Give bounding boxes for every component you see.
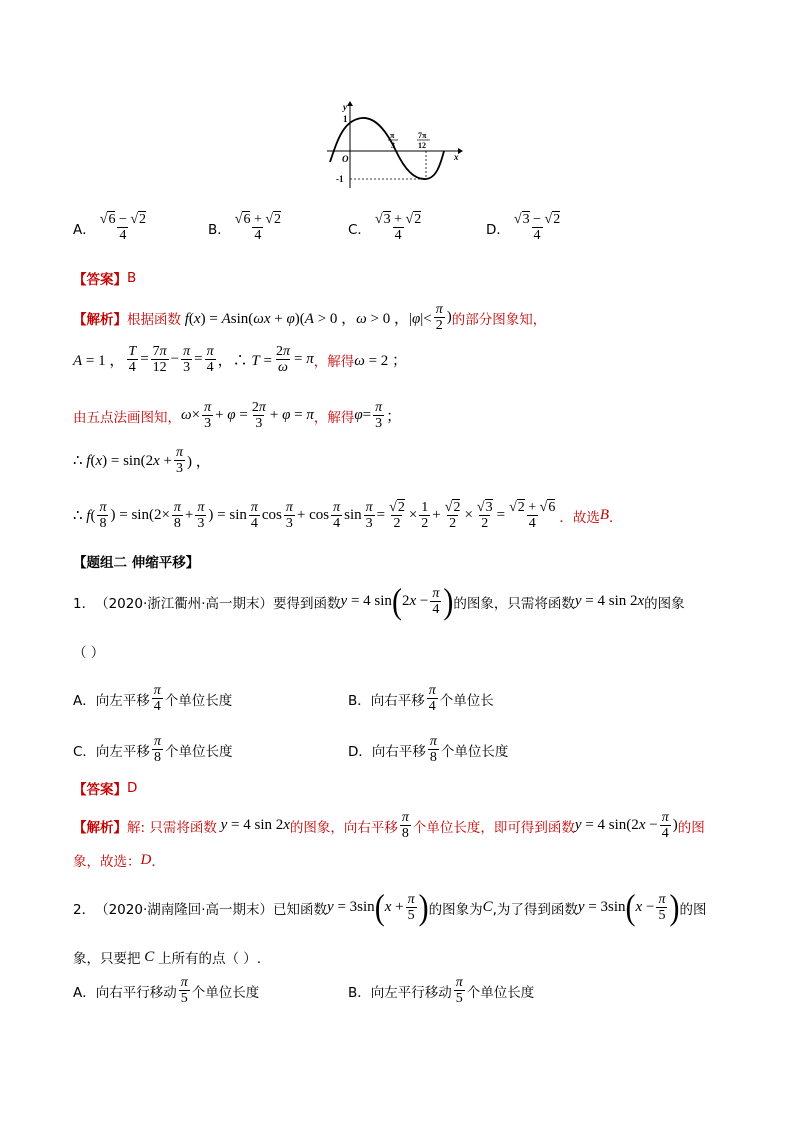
bottom-value: -1 <box>336 174 344 184</box>
q1-blank: （ ） <box>73 645 105 661</box>
option-d: D． $\frac{√3 - √2}{4}$ <box>486 212 561 243</box>
analysis-1-line-3: 由五点法画图知， ω× $\frac{\pi}{3}$ + φ = $\frac{2\pi}{3}$ + φ = π ，解得 φ= $\frac{\pi}{3}$ ； <box>73 400 402 431</box>
q1-option-d: D．向右平移 $\frac{\pi}{8}$ 个单位长度 <box>348 734 509 765</box>
answer-2: 【答案】 D <box>73 780 138 798</box>
q2-stem: 2． （2020·湖南隆回·高一期末） 已知函数 y = 3sin ( x + $\frac{\pi}{5}$ ) 的图象为 C ,为了得到函数 y = 3sin ( x − $\frac{\pi}{5}$ ) 的图 <box>73 887 707 927</box>
y-axis-arrow <box>347 101 353 106</box>
top-value: 1 <box>343 114 348 124</box>
analysis-2-line-1: 【解析】 解: 只需将函数 y = 4 sin 2x 的图象，向右平移 $\frac{\pi}{8}$ 个单位长度，即可得到函数 y = 4 sin(2x − $\frac{\pi}{4}$ ) 的图 <box>73 810 705 841</box>
analysis-1-line-4: ∴ f(x) = sin(2x + $\frac{\pi}{3}$ ) ， <box>73 445 211 476</box>
x-axis-label: x <box>454 152 459 162</box>
x-axis-arrow <box>458 148 463 154</box>
option-b: B． $\frac{√6 + √2}{4}$ <box>208 212 282 243</box>
pi3-den: 3 <box>391 141 395 150</box>
q1-option-b: B．向右平移 $\frac{\pi}{4}$ 个单位长 <box>348 683 494 714</box>
p7-den: 12 <box>418 141 426 150</box>
analysis-1-line-2: A = 1 ， $\frac{T}{4}$ = $\frac{7\pi}{12}$ − $\frac{\pi}{3}$ = $\frac{\pi}{4}$ ，∴ T = $\frac{2\pi}{\omega}$ = π ，解得 ω = 2 ； <box>73 344 408 375</box>
answer-1: 【答案】 B <box>73 270 137 288</box>
sine-curve <box>330 118 444 179</box>
option-a: A． $\frac{√6 - √2}{4}$ <box>73 212 147 243</box>
q2-stem-line-2: 象，只要把 C 上所有的点（ ）. <box>73 948 262 967</box>
p7-num: 7π <box>418 131 427 140</box>
y-axis-label: y <box>343 102 347 112</box>
origin-label: O <box>342 154 349 164</box>
pi3-num: π <box>390 131 395 140</box>
analysis-1-line-5: ∴ f( $\frac{\pi}{8}$ ) = sin(2× $\frac{\pi}{8}$ + $\frac{\pi}{3}$ ) = sin $\frac{\pi}{4}$ cos $\frac{\pi}{3}$ + cos $\frac{\pi}{4}$ sin $\frac{\pi}{3}$ = $\frac{√2}{2}$ × $\frac{1}{2}$ + $\frac{√2}{2}$ × $\frac{√3}{2}$ = $\frac{√2 + √6}{4}$ ．故选 B ． <box>73 500 623 531</box>
option-c: C． $\frac{√3 + √2}{4}$ <box>348 212 422 243</box>
analysis-2-line-2: 象，故选： D ． <box>73 851 165 870</box>
q1-stem: 1． （2020·浙江衢州·高一期末） 要得到函数 y = 4 sin ( 2x − $\frac{\pi}{4}$ ) 的图象，只需将函数 y = 4 sin 2x 的图象 <box>73 581 685 621</box>
sine-graph <box>322 100 464 190</box>
q2-option-b: B．向左平行移动 $\frac{\pi}{5}$ 个单位长度 <box>348 975 535 1006</box>
q2-option-a: A．向右平行移动 $\frac{\pi}{5}$ 个单位长度 <box>73 975 260 1006</box>
analysis-1-line-1: 【解析】 根据函数 f(x) = Asin(ωx + φ)(A > 0 ，ω > 0 ，|φ|< $\frac{\pi}{2}$ ) 的部分图象知， <box>73 302 547 333</box>
q1-option-a: A．向左平移 $\frac{\pi}{4}$ 个单位长度 <box>73 683 233 714</box>
q1-option-c: C．向左平移 $\frac{\pi}{8}$ 个单位长度 <box>73 734 233 765</box>
group2-title: 【题组二 伸缩平移】 <box>73 555 200 571</box>
